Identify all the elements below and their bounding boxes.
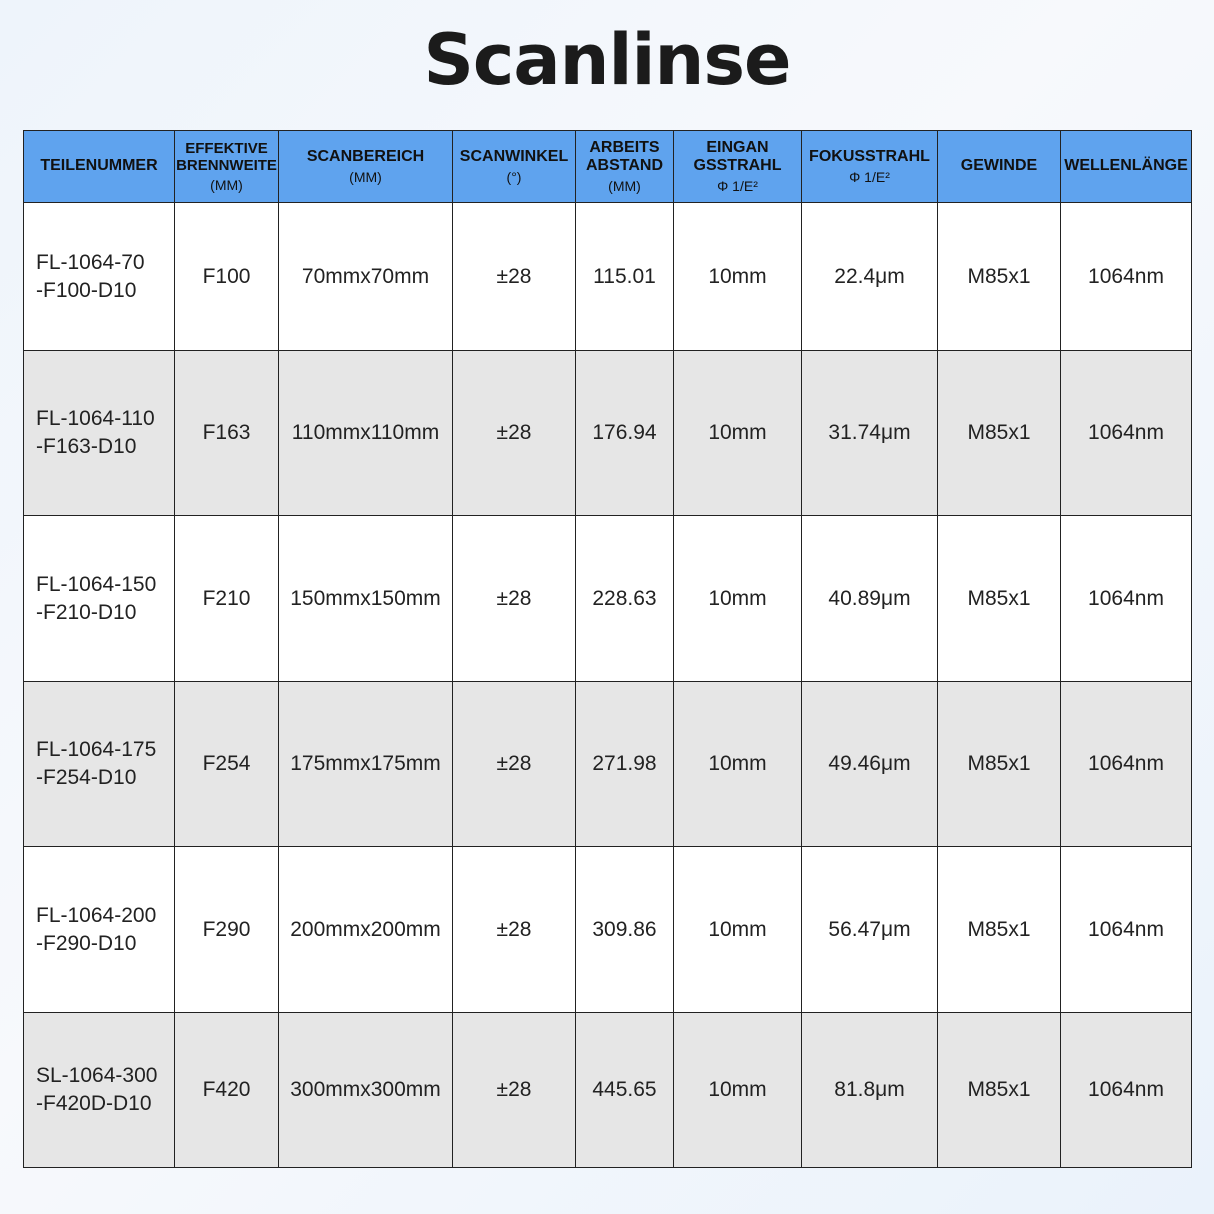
cell-wavelength: 1064nm [1061,203,1192,351]
cell-working-distance: 271.98 [576,682,674,847]
part-number-line1: FL-1064-150 [36,572,157,596]
cell-working-distance: 445.65 [576,1013,674,1168]
part-number-line1: FL-1064-175 [36,738,157,761]
cell-working-distance: 309.86 [576,847,674,1013]
part-number-line1: SL-1064-300 [36,1064,158,1087]
table-row [24,847,1192,1013]
cell-scan-angle: ±28 [453,203,576,351]
page-title: Scanlinse [423,19,791,101]
part-number-line2: -F254-D10 [36,766,137,789]
table-header-row [24,131,1192,203]
cell-thread: M85x1 [938,847,1061,1013]
cell-working-distance: 228.63 [576,516,674,682]
cell-input-beam: 10mm [674,516,802,682]
cell-thread: M85x1 [938,203,1061,351]
header-label: FOKUSSTRAHL [809,148,930,166]
cell-scan-area: 300mmx300mm [279,1013,453,1168]
header-label: SCANBEREICH [306,148,425,166]
cell-wavelength: 1064nm [1061,682,1192,847]
cell-scan-area: 200mmx200mm [279,847,453,1013]
cell-working-distance: 176.94 [576,351,674,516]
cell-part-number [24,847,175,1013]
header-unit: (MM) [608,177,641,194]
cell-wavelength: 1064nm [1061,1013,1192,1168]
cell-part-number [24,682,175,847]
part-number-line2: -F210-D10 [36,600,137,624]
cell-wavelength: 1064nm [1061,351,1192,516]
header-wavelength [1061,131,1192,203]
header-unit: Φ 1/E² [717,177,758,194]
header-part-number [24,131,175,203]
cell-focus-beam: 22.4μm [802,203,938,351]
header-thread [938,131,1061,203]
cell-scan-area: 175mmx175mm [279,682,453,847]
table-row [24,682,1192,847]
cell-input-beam: 10mm [674,847,802,1013]
part-number-line2: -F420D-D10 [36,1092,152,1115]
table-row [24,351,1192,516]
cell-part-number [24,203,175,351]
header-input-beam [674,131,802,203]
cell-thread: M85x1 [938,516,1061,682]
header-label: TEILENUMMER [40,157,158,175]
part-number-line2: -F163-D10 [36,435,137,458]
part-number-line2: -F290-D10 [36,931,137,955]
header-unit: (MM) [210,176,243,193]
header-label-line2: GSSTRAHL [693,157,782,175]
header-label-line2: ABSTAND [585,157,664,175]
header-label: GEWINDE [960,157,1038,175]
cell-wavelength: 1064nm [1061,516,1192,682]
cell-scan-angle: ±28 [453,516,576,682]
cell-focal-length: F420 [175,1013,279,1168]
part-number-line2: -F100-D10 [36,278,137,302]
cell-input-beam: 10mm [674,351,802,516]
cell-focal-length: F100 [175,203,279,351]
header-focus-beam [802,131,938,203]
header-scan-area [279,131,453,203]
cell-focus-beam: 40.89μm [802,516,938,682]
header-unit: Φ 1/E² [849,168,890,185]
header-unit: (°) [506,168,522,185]
cell-thread: M85x1 [938,1013,1061,1168]
header-focal-length [175,131,279,203]
cell-scan-angle: ±28 [453,1013,576,1168]
header-label: WELLENLÄNGE [1064,157,1188,175]
spec-table [23,130,1192,1168]
cell-scan-angle: ±28 [453,847,576,1013]
header-working-distance [576,131,674,203]
cell-scan-angle: ±28 [453,682,576,847]
header-label: EFFEKTIVE [185,140,268,158]
cell-scan-area: 110mmx110mm [279,351,453,516]
cell-focus-beam: 56.47μm [802,847,938,1013]
cell-thread: M85x1 [938,351,1061,516]
header-unit: (MM) [349,168,382,185]
cell-working-distance: 115.01 [576,203,674,351]
cell-part-number [24,516,175,682]
cell-part-number [24,1013,175,1168]
header-label-line2: BRENNWEITE [176,157,277,175]
header-label: EINGAN [706,139,769,157]
cell-focal-length: F210 [175,516,279,682]
cell-wavelength: 1064nm [1061,847,1192,1013]
cell-scan-angle: ±28 [453,351,576,516]
cell-focus-beam: 31.74μm [802,351,938,516]
cell-focus-beam: 81.8μm [802,1013,938,1168]
cell-part-number [24,351,175,516]
cell-thread: M85x1 [938,682,1061,847]
cell-input-beam: 10mm [674,682,802,847]
cell-focus-beam: 49.46μm [802,682,938,847]
cell-focal-length: F290 [175,847,279,1013]
cell-scan-area: 70mmx70mm [279,203,453,351]
part-number-line1: FL-1064-110 [36,407,155,430]
cell-focal-length: F254 [175,682,279,847]
table-row [24,516,1192,682]
part-number-line1: FL-1064-70 [36,250,145,274]
cell-scan-area: 150mmx150mm [279,516,453,682]
header-label: ARBEITS [589,139,660,157]
header-label: SCANWINKEL [459,148,569,166]
cell-focal-length: F163 [175,351,279,516]
cell-input-beam: 10mm [674,203,802,351]
table-row [24,203,1192,351]
part-number-line1: FL-1064-200 [36,903,157,927]
table-row [24,1013,1192,1168]
header-scan-angle [453,131,576,203]
cell-input-beam: 10mm [674,1013,802,1168]
